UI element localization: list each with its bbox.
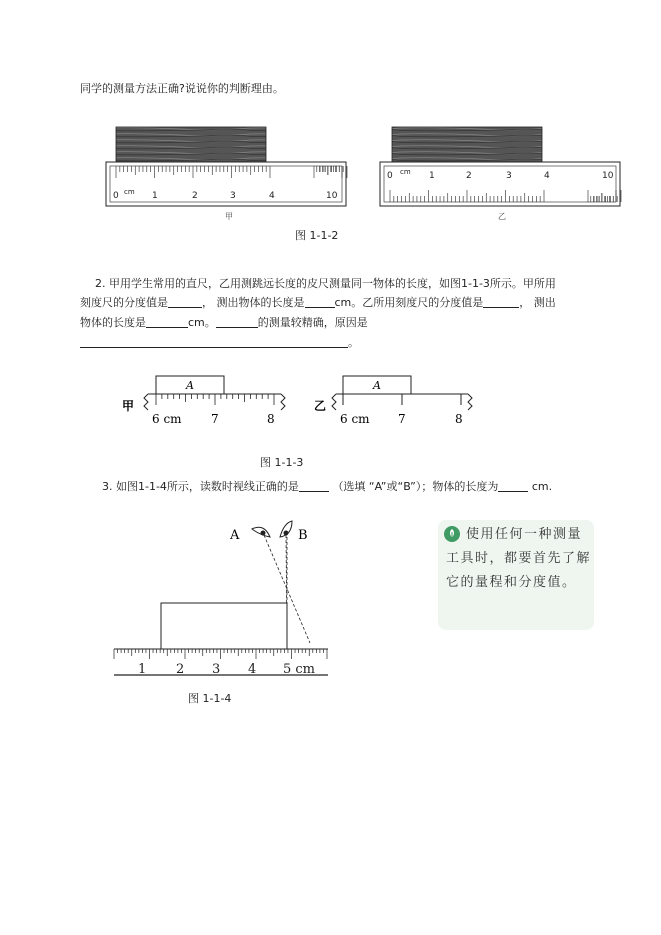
eye-a-label: A bbox=[230, 528, 240, 543]
tip-box bbox=[438, 520, 594, 630]
ruler-right-label: 2 bbox=[466, 171, 472, 181]
tip-text: 使用任何一种测量工具时，都要首先了解它的量程和分度值。 bbox=[446, 527, 592, 590]
ruler-left bbox=[106, 162, 346, 206]
blank-fendu-jia[interactable] bbox=[168, 297, 202, 308]
ruler-left-label: 4 bbox=[269, 191, 275, 201]
wood-block-left bbox=[116, 127, 266, 164]
figure-1-1-2 bbox=[100, 120, 620, 230]
q3-line: 3. 如图1-1-4所示，读数时视线正确的是 （选填 “A”或“B”）；物体的长度为 cm. bbox=[102, 480, 553, 493]
ruler-1-1-4-ticks bbox=[114, 649, 327, 659]
ruler-left-label: 3 bbox=[230, 191, 236, 201]
blank-reason[interactable] bbox=[80, 337, 348, 348]
figure-1-1-2-label-jia: 甲 bbox=[225, 212, 233, 221]
ruler-left-label: 2 bbox=[192, 191, 198, 201]
ruler-jia-tick-label: 7 bbox=[211, 412, 219, 426]
ruler-right-unit: cm bbox=[400, 168, 411, 176]
ruler-1-1-4-tick-label: 5 cm bbox=[283, 662, 316, 677]
blank-fendu-yi[interactable] bbox=[483, 297, 519, 308]
eye-b-label: B bbox=[298, 528, 308, 543]
measured-object bbox=[161, 603, 287, 649]
ruler-1-1-4-tick-label: 1 bbox=[138, 662, 147, 677]
blank-object-length[interactable] bbox=[498, 481, 528, 492]
ruler-left-label: 1 bbox=[152, 191, 158, 201]
q2-line2: 刻度尺的分度值是 ， 测出物体的长度是 cm。乙所用刻度尺的分度值是 ， 测出 bbox=[80, 296, 556, 309]
ruler-right bbox=[380, 162, 620, 206]
ruler-right-label: 1 bbox=[429, 171, 435, 181]
figure-1-1-4-caption: 图 1-1-4 bbox=[188, 692, 232, 705]
ruler-right-label: 4 bbox=[544, 171, 550, 181]
ruler-yi-label: 乙 bbox=[314, 399, 327, 413]
ruler-yi-tick-label: 6 cm bbox=[340, 412, 370, 426]
q2-line4: 。 bbox=[80, 336, 359, 350]
figure-1-1-2-label-yi: 乙 bbox=[498, 212, 506, 221]
ruler-jia-label: 甲 bbox=[122, 399, 135, 413]
figure-1-1-3-caption: 图 1-1-3 bbox=[260, 456, 304, 469]
ruler-1-1-4-tick-label: 2 bbox=[176, 662, 185, 677]
object-a-left-label: A bbox=[186, 379, 194, 392]
ruler-right-label: 0 bbox=[387, 171, 393, 181]
intro-line: 同学的测量方法正确?说说你的判断理由。 bbox=[80, 82, 284, 95]
blank-length-jia[interactable] bbox=[305, 297, 335, 308]
blank-more-precise[interactable] bbox=[216, 317, 258, 328]
figure-1-1-2-caption: 图 1-1-2 bbox=[295, 229, 339, 242]
eye-b-icon bbox=[280, 521, 292, 537]
blank-correct-sight[interactable] bbox=[299, 481, 329, 492]
wood-block-right bbox=[392, 127, 542, 164]
eye-a-icon bbox=[252, 527, 270, 537]
ruler-left-label: 0 bbox=[113, 191, 119, 201]
figure-1-1-4 bbox=[112, 515, 352, 685]
blank-length-yi[interactable] bbox=[146, 317, 188, 328]
figure-1-1-3 bbox=[118, 372, 478, 432]
ruler-right-label: 3 bbox=[506, 171, 512, 181]
ruler-jia-tick-label: 6 cm bbox=[152, 412, 182, 426]
ruler-yi-tick-label: 8 bbox=[455, 412, 463, 426]
q2-line1: 2. 甲用学生常用的直尺，乙用测跳远长度的皮尺测量同一物体的长度，如图1-1-3所示。甲所用 bbox=[95, 277, 556, 290]
ruler-1-1-4-tick-label: 4 bbox=[248, 662, 257, 677]
object-a-right-label: A bbox=[373, 379, 381, 392]
ruler-right-label: 10 bbox=[602, 171, 614, 181]
ruler-jia-tick-label: 8 bbox=[267, 412, 275, 426]
q2-line3: 物体的长度是 cm。 的测量较精确，原因是 bbox=[80, 316, 368, 329]
ruler-left-unit: cm bbox=[124, 188, 135, 196]
ruler-yi-tick-label: 7 bbox=[398, 412, 406, 426]
ruler-jia-ticks bbox=[156, 394, 274, 405]
ruler-left-label: 10 bbox=[326, 191, 338, 201]
ruler-1-1-4-tick-label: 3 bbox=[212, 662, 221, 677]
